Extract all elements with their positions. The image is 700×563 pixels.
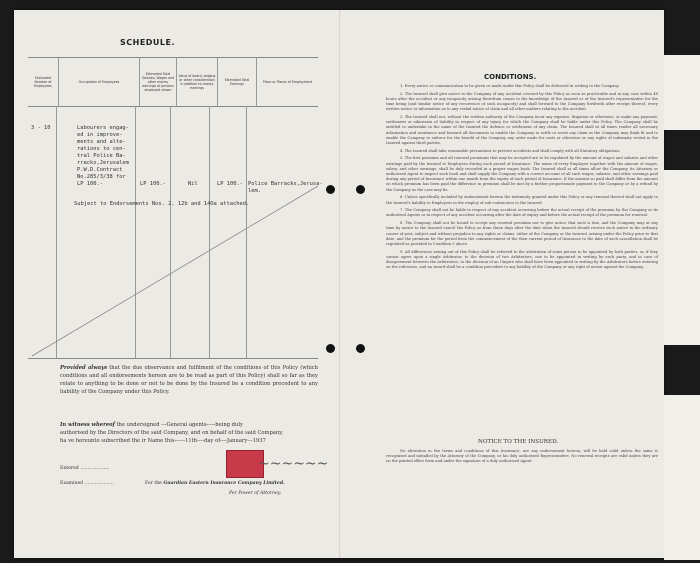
underlying-page-tab: [664, 55, 700, 130]
col-header-salaries: Estimated Total Salaries, Wages and other money earnings of persons employed shown: [140, 58, 177, 107]
total-value: LP 100.-: [217, 181, 243, 187]
entered-label: Entered ....................: [60, 466, 110, 471]
witness-paragraph: [60, 421, 318, 445]
condition-1: 1. Every notice or communication to be given or made under this Policy shall be delivered in writing to the Company.: [400, 84, 620, 88]
col-header-total: Estimated Total Earnings: [218, 58, 257, 107]
condition-3: 3. The Insured shall not, without the written authority of the Company incur any expense, litigation or otherwise, or make any payment, settlement or admission of liability in respect of any injury for which the Company shall be liable under this Policy. The Company shall be entitled to undertake in the name of the Insured the defence or settlement of any claim. The Insured shall at all times render all necessary information and assistance and forward all documents to enable the Company to settle or resist any claim as the Company may think fit and to enable the Company to enforce for the benefit of the Company any order made for costs or otherwise or any rights of indemnity vested in the Insured against third parties.: [386, 115, 658, 146]
conditions-title: CONDITIONS.: [484, 73, 537, 81]
witness-lead: In witness whereof: [60, 422, 115, 428]
punch-hole: [356, 185, 365, 194]
witness-line2: authorised by the Directors of the said Company, and on behalf of the said Company,: [60, 430, 284, 437]
company-name: Guardian Eastern Insurance Company Limited.: [163, 481, 285, 486]
condition-8: 8. The Company shall not be bound to accept any renewal premium nor to give notice that such is due, and the Company may at any time by notice to the Insured cancel the Policy as from three days after the date when the Insured should receive such notice in the ordinary course of post, subject and without prejudice to any rights or claims, either of the Company or the Insured, arising under the Policy prior to that date, and the premium for the period from the commencement of the then current period of Insurance to the date of such cancellation shall be regulated as provided in Condition 5 above.: [386, 221, 658, 246]
col-header-place: Place or Places of Employment: [257, 58, 319, 107]
notice-paragraph: No alteration in the terms and conditions of this Insurance, nor any endorsement hereon, will be held valid unless the same is recognised and initialled by the Attorney of the Company, or his duly authorised Representative. No renewal receipts are valid unless they are on the printed office form and under the signature of a duly authorised Agent.: [386, 449, 658, 464]
proviso-lead: Provided always: [60, 365, 108, 371]
schedule-header-row: [28, 58, 318, 107]
notice-title: NOTICE TO THE INSURED.: [478, 439, 559, 445]
occupation-text: Labourers engag- ed in improve- ments and alte- rations to cen- tral Police Ba- rracks,Jerusalem P.W.D.Contract No.285/3/38 for LP 100.-: [77, 125, 129, 187]
underlying-page-tab: [664, 170, 700, 345]
col-header-occupation: Occupation of Employees: [59, 58, 140, 107]
witness-line1: the undersigned ---General agents-----being duly: [114, 422, 243, 428]
proviso-paragraph: [60, 364, 318, 396]
condition-6: 6. Unless specifically included by endorsement hereon the indemnity granted under this Policy or any renewal thereof shall not apply to the Insured's liability to Employees in the employ of sub-contractors to the Insured.: [386, 195, 658, 205]
witness-line3: ha ve hereunto subscribed the ir Name this------11th----day of----January---1937: [60, 438, 266, 445]
condition-4: 4. The Insured shall take reasonable precautions to prevent accidents and shall comply with all Statutory obligations.: [400, 148, 621, 153]
handwritten-signature: ~~~~~~: [258, 456, 329, 472]
endorsement-note: Subject to Endorsements Nos. 2, 12b and 14Oa attached.: [74, 201, 250, 207]
board-value: Nil: [188, 181, 198, 187]
conditions-list: [386, 84, 658, 273]
schedule-table: [28, 57, 318, 107]
schedule-body: [28, 106, 318, 359]
underlying-page-tab: [664, 395, 700, 560]
condition-7: 7. The Company shall not be liable in respect of any accident occurring before the actual receipt of the premium by the Company or its authorised Agents or in respect of any accident occurring after the date of expiry and before the actual receipt of the premium for renewal.: [386, 208, 658, 218]
per-proxy: Per Power of Attorney.: [229, 491, 282, 496]
col-header-board: Value of board, lodging or other consideration in addition to money earnings: [177, 58, 218, 107]
condition-5: 5. The first premium and all renewal premiums that may be accepted are to be regulated by the amount of wages and salaries and other earnings paid by the Insured to Employees during each period of Insurance. The name of every Employee together with the amount of wages, salary, and other earnings, shall be duly recorded in a proper wages book. The Insured shall at all times allow the Company, its Attorney or authorised Agent to inspect such book and shall supply the Company with a correct account of all such wages, salaries, and other earnings paid during any period of Insurance within one month from the expiry of each period of Insurance. If the amount so paid shall differ from the amount on which premium has been paid the difference in premium shall be met by a further proportionate payment to the Company or by a refund by the Company as the case may be.: [386, 156, 658, 192]
punch-hole: [326, 344, 335, 353]
col-header-number: Estimated Number of Employees: [34, 76, 52, 88]
salaries-value: LP 100.-: [140, 181, 166, 187]
strike-through-line: [28, 106, 318, 358]
notice-text: [386, 449, 658, 467]
company-line: For the Guardian Eastern Insurance Company Limited.: [145, 481, 285, 486]
center-fold: [339, 10, 341, 558]
examined-label: Examined ....................: [60, 481, 114, 486]
condition-2: 2. The Insured shall give notice to the Company of any accident covered by this Policy as soon as practicable and in any case within 48 hours after the accident or any incapacity arising therefrom comes to the knowledge of the Insured or of the Insured's representative for the time being (and similar notice of any recurrence of such incapacity) and shall forward to the Company forthwith after receipt thereof, every written notice or information as to any verbal notice of claim and all other matters relating to the accident.: [386, 91, 658, 112]
punch-hole: [326, 185, 335, 194]
place-value: Police Barracks,Jerusa- lem.: [248, 181, 323, 194]
condition-9: 9. All differences arising out of this Policy shall be referred to the arbitration of some person to be appointed by both parties, or, if they cannot agree upon a single Arbitrator, to the decision of two Arbitrators, one to be appointed in writing by each party, and in case of disagreement between the Arbitrators, to the decision of an Umpire who shall have been appointed in writing by the Arbitrators before entering on the reference, and an Award shall be a condition precedent to any liability of the Company or any right of action against the Company.: [386, 249, 658, 270]
schedule-title: SCHEDULE.: [120, 38, 176, 47]
employee-count: 3 - 10: [31, 125, 51, 131]
punch-hole: [356, 344, 365, 353]
proviso-text: that the due observance and fulfilment of the conditions of this Policy (which conditions and all endorsements hereon are to be read as part of this Policy) shall so far as they relate to anything to be done or not to be done by the Insured be a condition precedent to any liability of the Company under this Policy.: [60, 365, 318, 396]
